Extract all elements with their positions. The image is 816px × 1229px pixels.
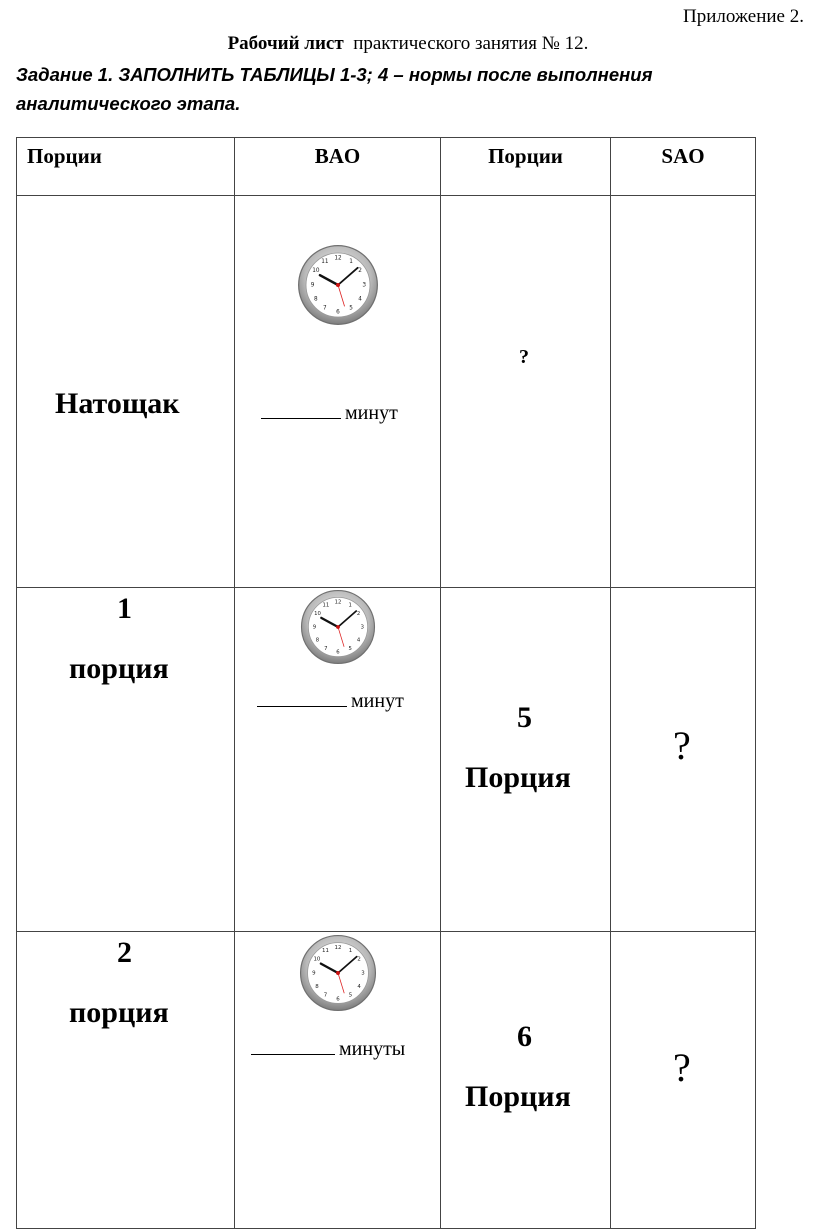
sheet-title-rest: практического занятия № 12. <box>353 33 589 54</box>
bao-minutes-field[interactable] <box>251 1036 405 1061</box>
table-row <box>17 588 756 932</box>
cell-bao[interactable] <box>235 196 441 588</box>
portion-label: Натощак <box>55 387 180 420</box>
portion-number: 6 <box>517 1020 532 1053</box>
header-bao: BAO <box>235 138 441 196</box>
portion-word: Порция <box>465 1080 571 1113</box>
portion-word: Порция <box>465 761 571 794</box>
bao-minutes-field[interactable] <box>261 400 398 425</box>
appendix-label: Приложение 2. <box>683 6 804 27</box>
cell-portion <box>17 196 235 588</box>
cell-portion <box>17 932 235 1229</box>
cell-portion-2 <box>441 932 611 1229</box>
question-mark: ? <box>519 346 529 368</box>
cell-portion <box>17 588 235 932</box>
sheet-title <box>0 33 816 55</box>
bao-unit: минуты <box>339 1038 406 1060</box>
bao-unit: минут <box>351 690 404 712</box>
cell-sao[interactable] <box>611 932 756 1229</box>
header-portions-2: Порции <box>441 138 611 196</box>
question-mark: ? <box>673 1045 691 1090</box>
portion-number: 1 <box>117 592 132 625</box>
header-sao: SAO <box>611 138 756 196</box>
cell-sao[interactable] <box>611 588 756 932</box>
wall-clock-icon <box>300 589 376 665</box>
question-mark: ? <box>673 723 691 768</box>
bao-unit: минут <box>345 402 398 424</box>
portion-word: порция <box>69 996 169 1029</box>
portion-number: 2 <box>117 936 132 969</box>
portion-word: порция <box>69 652 169 685</box>
table-row <box>17 932 756 1229</box>
table-row <box>17 196 756 588</box>
cell-bao[interactable] <box>235 588 441 932</box>
sheet-title-bold: Рабочий лист <box>227 33 344 54</box>
task-instruction: Задание 1. ЗАПОЛНИТЬ ТАБЛИЦЫ 1-3; 4 – нормы после выполнения аналитического этапа. <box>16 64 653 114</box>
bao-minutes-field[interactable] <box>257 688 404 713</box>
header-portions: Порции <box>17 138 235 196</box>
wall-clock-icon <box>299 934 377 1012</box>
wall-clock-icon <box>297 244 379 326</box>
cell-sao[interactable] <box>611 196 756 588</box>
cell-bao[interactable] <box>235 932 441 1229</box>
cell-portion-2 <box>441 588 611 932</box>
portion-number: 5 <box>517 701 532 734</box>
header-row <box>17 138 756 196</box>
cell-portion-2 <box>441 196 611 588</box>
worksheet-table <box>16 137 756 1229</box>
